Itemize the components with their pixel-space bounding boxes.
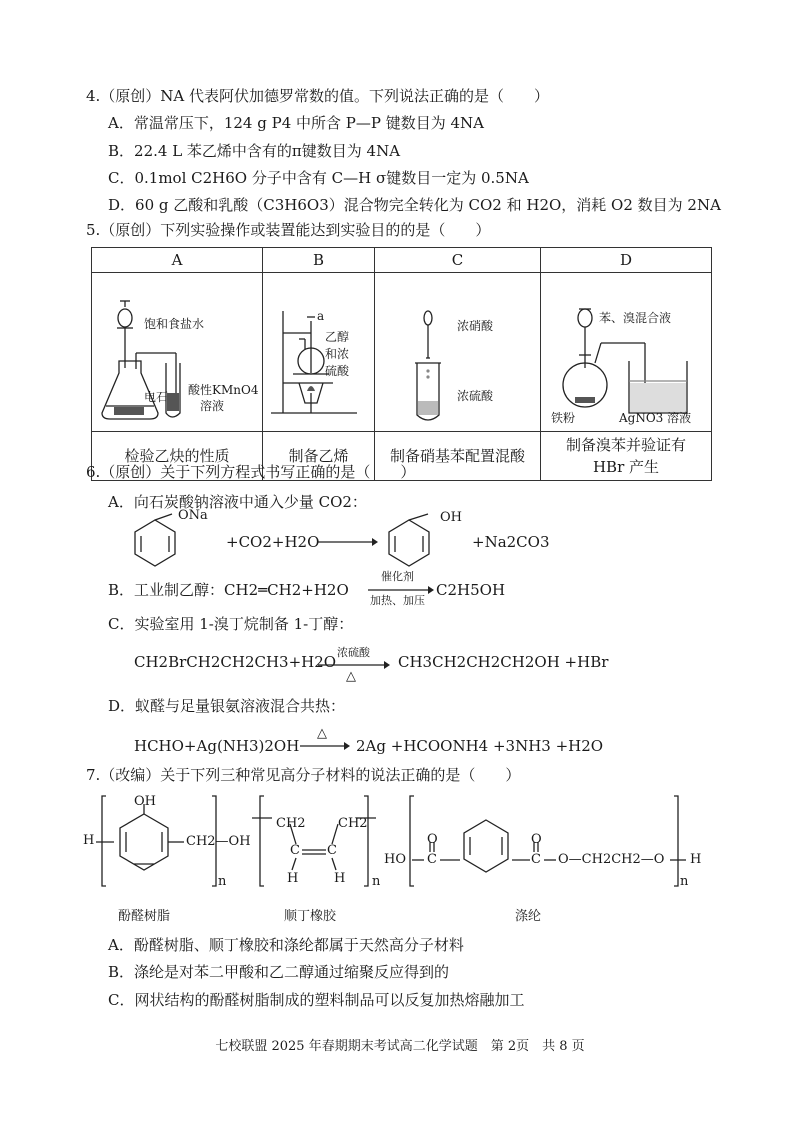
label-ethanol-2: 和浓 xyxy=(325,347,350,361)
pet-h: H xyxy=(690,852,702,867)
name-polyester: 涤纶 xyxy=(515,909,542,924)
label-calcium-carbide: 电石 xyxy=(144,390,169,404)
rubber-h-right: H xyxy=(334,871,346,886)
q7-stem: 7.（改编）关于下列三种常见高分子材料的说法正确的是（ ） xyxy=(86,766,521,784)
q6-d-right: 2Ag +HCOONH4 +3NH3 +H2O xyxy=(356,737,604,755)
phenol-oh: OH xyxy=(440,510,462,525)
name-phenolic-resin: 酚醛树脂 xyxy=(118,909,171,924)
q6-c-right: CH3CH2CH2CH2OH +HBr xyxy=(398,653,609,671)
header-a: A xyxy=(92,248,263,273)
nitration-mix-diagram xyxy=(375,273,541,431)
q6-option-a: A．向石炭酸钠溶液中通入少量 CO2： xyxy=(108,493,367,511)
label-sulfuric-acid: 浓硫酸 xyxy=(457,389,494,403)
label-nitric-acid: 浓硝酸 xyxy=(457,319,494,333)
label-a: a xyxy=(317,309,325,323)
q6-c-condition-bottom: △ xyxy=(346,669,356,684)
rubber-n: n xyxy=(372,874,381,889)
name-cis-rubber: 顺丁橡胶 xyxy=(284,909,337,924)
pet-n: n xyxy=(680,874,689,889)
label-saturated-brine: 饱和食盐水 xyxy=(144,317,205,331)
header-b: B xyxy=(263,248,375,273)
pet-ethylene-chain: O—CH2CH2—O xyxy=(558,852,665,867)
cis-butadiene-rubber-structure xyxy=(252,792,382,892)
q6-b-condition-top: 催化剂 xyxy=(381,570,414,583)
label-acidic-kmno4: 酸性KMnO4 xyxy=(188,383,259,397)
q7-option-a: A．酚醛树脂、顺丁橡胶和涤纶都属于天然高分子材料 xyxy=(108,936,464,954)
q6-d-arrow xyxy=(300,741,350,751)
rubber-ch2-right: CH2 xyxy=(338,816,368,831)
rubber-h-left: H xyxy=(287,871,299,886)
rubber-c2: C xyxy=(327,843,337,858)
q6-b-condition-bottom: 加热、加压 xyxy=(370,594,425,607)
header-c: C xyxy=(375,248,541,273)
caption-d: 制备溴苯并验证有 HBr 产生 xyxy=(541,432,712,481)
phenolic-n: n xyxy=(218,874,227,889)
q6-a-arrow xyxy=(318,535,378,549)
q6-c-left: CH2BrCH2CH2CH3+H2O xyxy=(134,653,337,671)
q6-option-c: C．实验室用 1-溴丁烷制备 1-丁醇： xyxy=(108,615,354,633)
apparatus-d xyxy=(541,273,712,432)
q6-option-b-left: B．工业制乙醇：CH2═CH2+H2O xyxy=(108,581,349,599)
acetylene-apparatus-diagram xyxy=(92,273,263,431)
label-iron-powder: 铁粉 xyxy=(551,411,576,425)
q4-option-c: C．0.1mol C2H6O 分子中含有 C—H σ键数目一定为 0.5NA xyxy=(108,169,529,187)
q6-d-left: HCHO+Ag(NH3)2OH xyxy=(134,737,300,755)
q4-option-d: D．60 g 乙酸和乳酸（C3H6O3）混合物完全转化为 CO2 和 H2O，消耗 O2 数目为 2NA xyxy=(108,196,721,214)
caption-b: 制备乙烯 xyxy=(263,432,375,481)
q7-option-c: C．网状结构的酚醛树脂制成的塑料制品可以反复加热熔融加工 xyxy=(108,991,525,1009)
pet-c-2: C xyxy=(531,852,541,867)
q6-a-products: +Na2CO3 xyxy=(472,533,550,551)
rubber-c1: C xyxy=(290,843,300,858)
label-ethanol-3: 硫酸 xyxy=(325,364,350,378)
phenolic-oh: OH xyxy=(134,794,156,809)
rubber-ch2-left: CH2 xyxy=(276,816,306,831)
q4-option-b: B．22.4 L 苯乙烯中含有的π键数目为 4NA xyxy=(108,142,401,160)
phenolic-h: H xyxy=(83,833,95,848)
q5-apparatus-table xyxy=(91,247,712,481)
phenoxide-ona: ONa xyxy=(178,508,208,523)
apparatus-b xyxy=(263,273,375,432)
q4-option-a: A．常温常压下，124 g P4 中所含 P—P 键数目为 4NA xyxy=(108,114,484,132)
q6-c-condition-top: 浓硫酸 xyxy=(337,646,370,659)
caption-a: 检验乙炔的性质 xyxy=(92,432,263,481)
label-ethanol-1: 乙醇 xyxy=(325,330,350,344)
caption-c: 制备硝基苯配置混酸 xyxy=(375,432,541,481)
apparatus-c xyxy=(375,273,541,432)
page-footer: 七校联盟 2025 年春期期末考试高二化学试题 第 2页 共 8 页 xyxy=(215,1039,585,1054)
label-agno3: AgNO3 溶液 xyxy=(619,411,692,425)
bromobenzene-apparatus-diagram xyxy=(541,273,712,431)
pet-o-top-1: O xyxy=(427,832,438,847)
q6-a-reactants: +CO2+H2O xyxy=(226,533,320,551)
q7-option-b: B．涤纶是对苯二甲酸和乙二醇通过缩聚反应得到的 xyxy=(108,963,450,981)
label-benzene-bromine: 苯、溴混合液 xyxy=(599,311,672,325)
q4-stem: 4.（原创）NA 代表阿伏加德罗常数的值。下列说法正确的是（ ） xyxy=(86,87,550,105)
pet-c-1: C xyxy=(427,852,437,867)
ethylene-apparatus-diagram xyxy=(263,273,375,431)
apparatus-a xyxy=(92,273,263,432)
q6-d-condition-top: △ xyxy=(317,726,327,741)
q6-stem: 6.（原创）关于下列方程式书写正确的是（ ） xyxy=(86,463,416,481)
pet-ho: HO xyxy=(384,852,406,867)
q6-option-b-right: C2H5OH xyxy=(436,581,506,599)
header-d: D xyxy=(541,248,712,273)
q6-option-d: D．蚁醛与足量银氨溶液混合共热： xyxy=(108,697,346,715)
q5-stem: 5.（原创）下列实验操作或装置能达到实验目的的是（ ） xyxy=(86,221,491,239)
label-solution: 溶液 xyxy=(200,399,225,413)
pet-o-top-2: O xyxy=(531,832,542,847)
phenolic-ch2oh: CH2—OH xyxy=(186,834,251,849)
